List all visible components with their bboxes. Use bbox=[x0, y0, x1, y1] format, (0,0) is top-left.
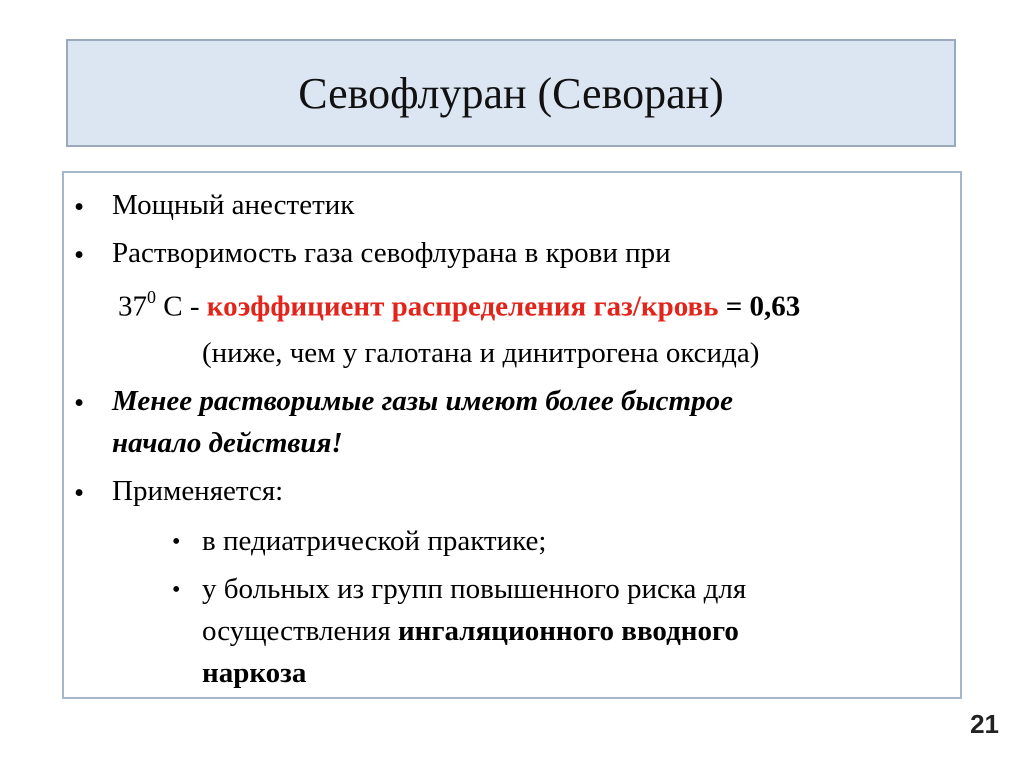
fast-onset-statement-line1: Менее растворимые газы имеют более быстрое bbox=[112, 385, 733, 417]
bullet-marker: • bbox=[74, 477, 85, 509]
fast-onset-statement-line2: начало действия! bbox=[112, 427, 343, 459]
bullet-potent-anesthetic: Мощный анестетик bbox=[112, 189, 355, 221]
slide-title: Севофлуран (Севоран) bbox=[298, 68, 724, 118]
temperature-unit: С - bbox=[156, 290, 207, 323]
coefficient-line bbox=[118, 287, 801, 323]
coefficient-label: коэффициент распределения газ/кровь bbox=[206, 290, 719, 323]
sub-bullet-marker: • bbox=[172, 577, 181, 603]
bullet-solubility: Растворимость газа севофлурана в крови при bbox=[112, 237, 671, 269]
coefficient-value: = 0,63 bbox=[718, 290, 801, 323]
temperature-superscript: 0 bbox=[147, 287, 156, 307]
sub-bullet-high-risk-line3: наркоза bbox=[202, 657, 307, 689]
page-number: 21 bbox=[970, 709, 999, 739]
sub-bullet-high-risk-line1: у больных из групп повышенного риска для bbox=[202, 573, 747, 605]
title-box bbox=[66, 39, 956, 147]
induction-bold-text: ингаляционного вводного bbox=[397, 615, 739, 647]
bullet-applied: Применяется: bbox=[112, 475, 284, 507]
induction-plain-text: осуществления bbox=[202, 615, 398, 647]
sub-bullet-high-risk-line2 bbox=[202, 617, 739, 646]
comparison-note: (ниже, чем у галотана и динитрогена оксида) bbox=[202, 337, 760, 369]
temperature-base: 37 bbox=[118, 290, 147, 323]
content-box bbox=[62, 171, 962, 699]
bullet-marker: • bbox=[74, 239, 85, 271]
bullet-marker: • bbox=[74, 387, 85, 419]
sub-bullet-marker: • bbox=[172, 529, 181, 555]
sub-bullet-pediatric: в педиатрической практике; bbox=[202, 525, 547, 557]
bullet-marker: • bbox=[74, 191, 85, 223]
